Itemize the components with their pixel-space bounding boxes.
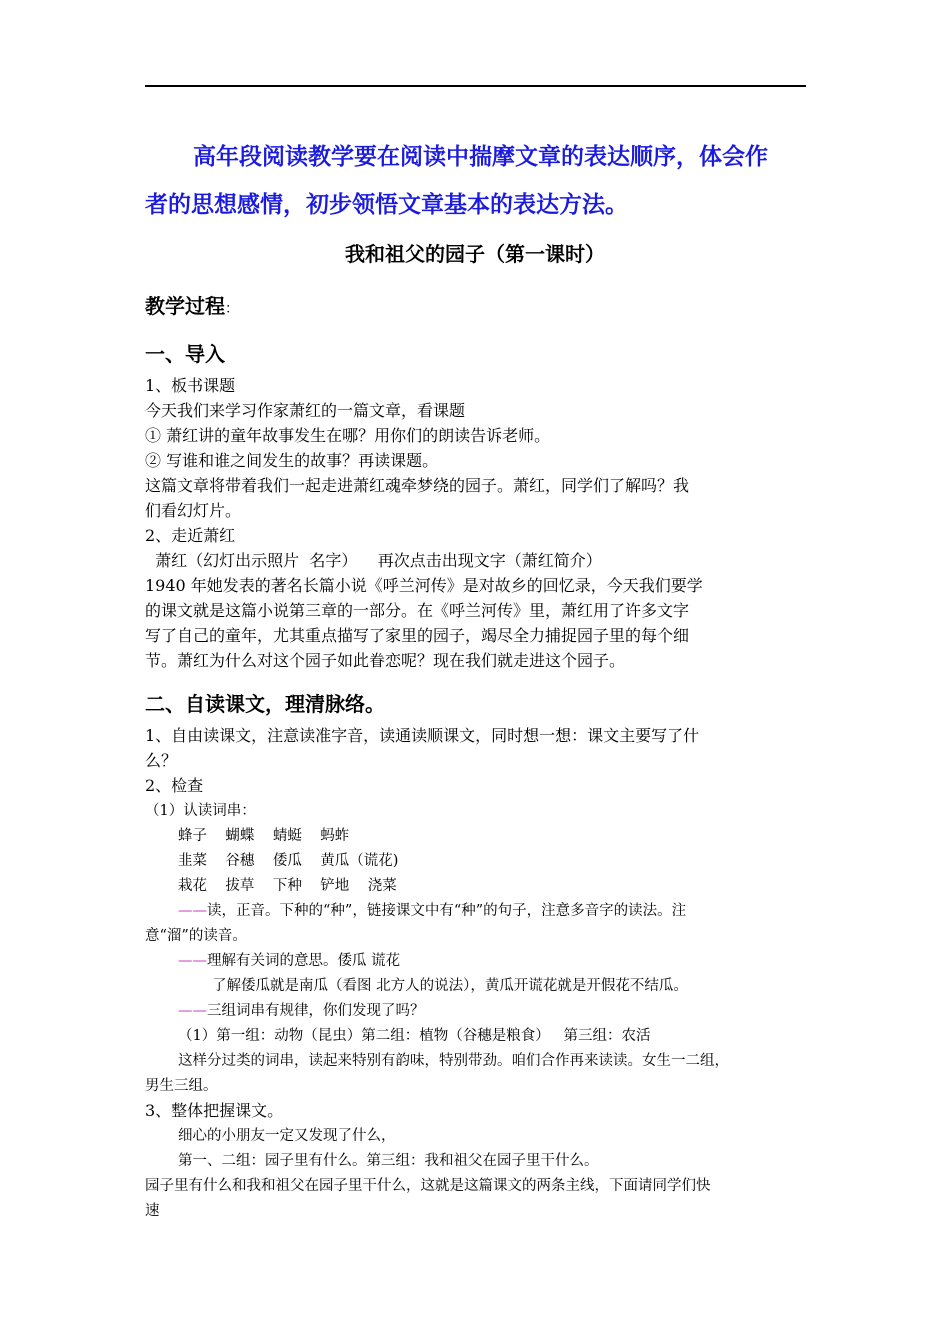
lesson-title: 我和祖父的园子（第一课时） (345, 242, 605, 266)
dash-mark: —— (178, 953, 207, 969)
intro-line-2: 者的思想感情，初步领悟文章基本的表达方法。 (145, 192, 628, 218)
s1-line: 1940 年她发表的著名长篇小说《呼兰河传》是对故乡的回忆录，今天我们要学 (145, 576, 703, 595)
s1-line: 这篇文章将带着我们一起走进萧红魂牵梦绕的园子。萧红，同学们了解吗？我 (145, 476, 690, 495)
word-group-3: 栽花 拔草 下种 铲地 浇菜 (178, 878, 397, 894)
note-line: ——三组词串有规律，你们发现了吗？ (178, 1003, 425, 1019)
note-line: ——读，正音。下种的“种”，链接课文中有“种”的句子，注意多音字的读法。注 (178, 903, 687, 919)
s1-line: 节。萧红为什么对这个园子如此眷恋呢？现在我们就走进这个园子。 (145, 651, 626, 670)
s2-line: 3、整体把握课文。 (145, 1101, 284, 1120)
s2-line: 1、自由读课文，注意读准字音，读通读顺课文，同时想一想：课文主要写了什 (145, 726, 700, 745)
s2-line: 细心的小朋友一定又发现了什么， (178, 1128, 396, 1144)
s1-line: 1、板书课题 (145, 376, 236, 395)
s1-line: 们看幻灯片。 (145, 501, 242, 520)
s2-line: （1）认读词串： (145, 803, 256, 819)
s1-line: 今天我们来学习作家萧红的一篇文章，看课题 (145, 401, 466, 420)
s2-line: 2、检查 (145, 776, 204, 795)
s2-line: 园子里有什么和我和祖父在园子里干什么，这就是这篇课文的两条主线，下面请同学们快 (145, 1178, 711, 1194)
intro-line-1: 高年段阅读教学要在阅读中揣摩文章的表达顺序，体会作 (193, 144, 768, 170)
section-2-heading: 二、自读课文，理清脉络。 (145, 692, 385, 716)
s1-line: ① 萧红讲的童年故事发生在哪？用你们的朗读告诉老师。 (145, 426, 551, 445)
note-line: 男生三组。 (145, 1078, 218, 1094)
s1-line: ② 写谁和谁之间发生的故事？再读课题。 (145, 451, 439, 470)
note-line: 了解倭瓜就是南瓜（看图 北方人的说法），黄瓜开谎花就是开假花不结瓜。 (212, 978, 688, 994)
section-1-heading: 一、导入 (145, 342, 225, 366)
s1-line: 2、走近萧红 (145, 526, 236, 545)
note-line: ——理解有关词的意思。倭瓜 谎花 (178, 953, 401, 969)
header-rule (145, 85, 806, 87)
note-line: 这样分过类的词串，读起来特别有韵味，特别带劲。咱们合作再来读读。女生一二组， (178, 1053, 729, 1069)
dash-mark: —— (178, 1003, 207, 1019)
note-line: （1）第一组：动物（昆虫）第二组：植物（谷穗是粮食） 第三组：农活 (178, 1028, 651, 1044)
s1-line: 萧红（幻灯出示照片 名字） 再次点击出现文字（萧红简介） (145, 551, 602, 570)
word-group-1: 蜂子 蝴蝶 蜻蜓 蚂蚱 (178, 828, 350, 844)
process-heading: 教学过程： (145, 294, 239, 318)
word-group-2: 韭菜 谷穗 倭瓜 黄瓜（谎花) (178, 853, 399, 869)
s1-line: 写了自己的童年，尤其重点描写了家里的园子，竭尽全力捕捉园子里的每个细 (145, 626, 690, 645)
dash-mark: —— (178, 903, 207, 919)
s2-line: 么？ (145, 751, 178, 770)
s2-line: 速 (145, 1203, 160, 1219)
s2-line: 第一、二组：园子里有什么。第三组：我和祖父在园子里干什么。 (178, 1153, 599, 1169)
note-line: 意“溜”的读音。 (145, 928, 247, 944)
s1-line: 的课文就是这篇小说第三章的一部分。在《呼兰河传》里，萧红用了许多文字 (145, 601, 690, 620)
